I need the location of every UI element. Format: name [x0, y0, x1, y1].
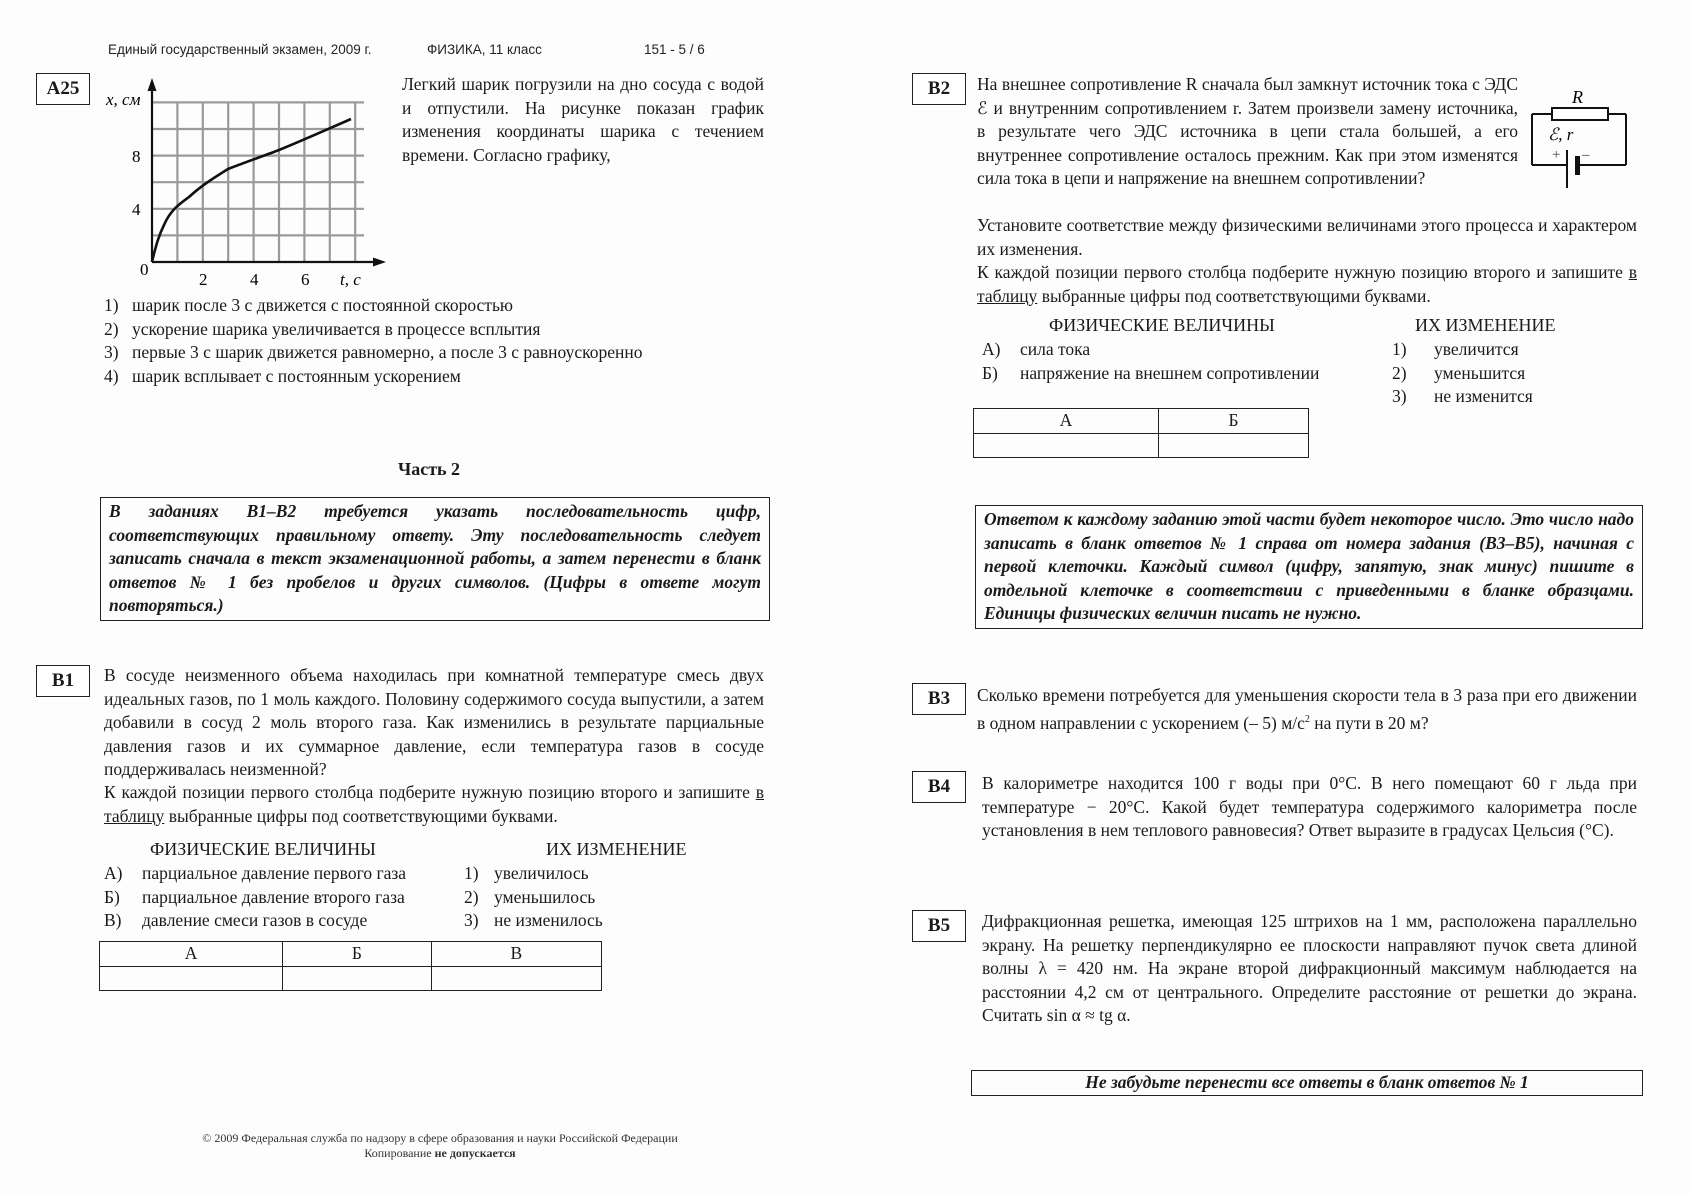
b2-quantities-list: А) сила тока Б) напряжение на внешнем сопротивлении	[982, 338, 1319, 385]
b2-quantity-a: сила тока	[1020, 339, 1091, 359]
b2-answer-cell-b[interactable]	[1158, 433, 1308, 457]
b1-table-header-v: В	[431, 942, 601, 967]
b2-question-text: На внешнее сопротивление R сначала был замкнут источник тока с ЭДС ℰ и внутренним сопротивлением r. Затем произвели замену источника, в результате чего ЭДС источника в цепи стала большей, а его внутреннее сопротивление осталось прежним. Как при этом изменятся сила тока в цепи и напряжение на внешнем сопротивлении?	[977, 74, 1518, 188]
footer-copy-notice: Копирование не допускается	[364, 1146, 516, 1160]
b1-quantity-b: парциальное давление второго газа	[142, 886, 405, 907]
question-label-b4: B4	[912, 771, 966, 803]
b2-change-2: уменьшится	[1434, 362, 1526, 383]
b2-circuit-diagram	[1528, 86, 1633, 191]
footer-copyright: © 2009 Федеральная служба по надзору в сфере образования и науки Российской Федерации	[202, 1131, 678, 1145]
y-tick-4: 4	[132, 200, 141, 219]
b2-answer-table	[973, 408, 1309, 458]
b2-col1-header: ФИЗИЧЕСКИЕ ВЕЛИЧИНЫ	[1049, 315, 1275, 335]
part2-instructions-box: В заданиях В1–В2 требуется указать последовательность цифр, соответствующих правильному ответу. Эту последовательность следует записать сначала в текст экзаменационной работы, а затем перенести в бланк ответов № 1 без пробелов и других символов. (Цифры в ответе могут повторяться.)	[100, 497, 770, 621]
source-label: ℰ, r	[1548, 125, 1574, 144]
header-page-number: 151 - 5 / 6	[644, 42, 705, 57]
question-label-b5: B5	[912, 910, 966, 942]
a25-question-text: Легкий шарик погрузили на дно сосуда с водой и отпустили. На рисунке показан график изменения координаты шарика с течением времени. Согласно графику,	[402, 74, 764, 165]
b3-b5-instructions-box: Ответом к каждому заданию этой части будет некоторое число. Это число надо записать в бланк ответов № 1 справа от номера задания (В3–В5), начиная с первой клеточки. Каждый символ (цифру, запятую, знак минус) пишите в отдельной клеточке в соответствии с приведенными в бланке образцами. Единицы физических величин писать не нужно.	[975, 505, 1643, 629]
origin-label: 0	[140, 260, 149, 279]
part2-title: Часть 2	[398, 459, 461, 479]
b1-change-1: увеличилось	[494, 863, 589, 883]
minus-sign: –	[1582, 147, 1590, 163]
b1-change-3: не изменилось	[494, 910, 603, 930]
y-axis-arrow-icon	[148, 78, 157, 91]
question-label-a25: A25	[36, 73, 90, 105]
x-axis-label: t, с	[340, 270, 361, 289]
a25-option-3[interactable]: 3) первые 3 с шарик движется равномерно, а после 3 с равноускоренно	[104, 342, 643, 362]
b1-instructions: К каждой позиции первого столбца подберите нужную позицию второго и запишите в таблицу выбранные цифры под соответствующими буквами.	[104, 782, 764, 826]
footer	[160, 1131, 720, 1161]
a25-position-time-graph	[96, 75, 396, 297]
b1-change-2: уменьшилось	[494, 886, 596, 907]
b1-answer-cell-a[interactable]	[100, 966, 283, 990]
x-tick-2: 2	[199, 270, 208, 289]
question-label-b3: B3	[912, 683, 966, 715]
b3-question-text: Сколько времени потребуется для уменьшения скорости тела в 3 раза при его движении в одном направлении с ускорением (– 5) $м/с^2$ на пути в 20 м?	[977, 685, 1637, 733]
b2-table-header-b: Б	[1158, 409, 1308, 434]
b2-table-header-a: А	[974, 409, 1159, 434]
b2-change-3: не изменится	[1434, 386, 1533, 406]
resistor-label: R	[1572, 87, 1583, 107]
b2-quantity-b: напряжение на внешнем сопротивлении	[1020, 362, 1320, 383]
b5-question-text: Дифракционная решетка, имеющая 125 штрихов на 1 мм, расположена параллельно экрану. На решетку перпендикулярно ее плоскости направляют пучок света длиной волны λ = 420 нм. На экране второй дифракционный максимум наблюдается на расстоянии 4,2 см от центрального. Определите расстояние от решетки до экрана. Считать sin α ≈ tg α.	[982, 911, 1637, 1025]
header-exam-title: Единый государственный экзамен, 2009 г.	[108, 42, 372, 57]
y-axis-label: x, см	[106, 90, 141, 109]
b2-instructions: К каждой позиции первого столбца подберите нужную позицию второго и запишите в таблицу выбранные цифры под соответствующими буквами.	[977, 262, 1637, 306]
b1-answer-table	[99, 941, 602, 991]
b1-table-header-a: А	[100, 942, 283, 967]
b1-changes-list: 1) увеличилось 2) уменьшилось 3) не изменилось	[464, 862, 603, 933]
a25-option-1[interactable]: 1) шарик после 3 с движется с постоянной скоростью	[104, 295, 514, 315]
b4-question-text: В калориметре находится 100 г воды при 0°С. В него помещают 60 г льда при температуре − 20°С. Какой будет температура содержимого калориметра после установления в нем теплового равновесия? Ответ выразите в градусах Цельсия (°С).	[982, 773, 1637, 840]
b1-col1-header: ФИЗИЧЕСКИЕ ВЕЛИЧИНЫ	[150, 839, 376, 859]
question-label-b2: B2	[912, 73, 966, 105]
reminder-box: Не забудьте перенести все ответы в бланк ответов № 1	[971, 1070, 1643, 1096]
position-curve	[152, 119, 351, 262]
b1-table-header-b: Б	[283, 942, 432, 967]
y-tick-8: 8	[132, 147, 141, 166]
a25-option-2[interactable]: 2) ускорение шарика увеличивается в процессе всплытия	[104, 318, 541, 339]
x-tick-4: 4	[250, 270, 259, 289]
a25-options	[104, 294, 764, 388]
b1-quantity-a: парциальное давление первого газа	[142, 863, 407, 883]
b1-col2-header: ИХ ИЗМЕНЕНИЕ	[546, 839, 687, 859]
b1-answer-cell-b[interactable]	[283, 966, 432, 990]
battery-short-plate-icon	[1575, 156, 1580, 175]
b1-answer-cell-v[interactable]	[431, 966, 601, 990]
plus-sign: +	[1552, 147, 1561, 163]
b1-quantity-v: давление смеси газов в сосуде	[142, 910, 368, 930]
x-tick-6: 6	[301, 270, 310, 289]
b1-question-text: В сосуде неизменного объема находилась при комнатной температуре смесь двух идеальных газов, по 1 моль каждого. Половину содержимого сосуда выпустили, а затем добавили в сосуд 2 моль второго газа. Как изменились в результате парциальные давления газов и их суммарное давление, если температура газов в сосуде поддерживалась неизменной?	[104, 665, 764, 779]
question-label-b1: B1	[36, 665, 90, 697]
resistor-icon	[1552, 108, 1608, 120]
b2-change-1: увеличится	[1434, 339, 1519, 359]
b2-answer-cell-a[interactable]	[974, 433, 1159, 457]
b2-changes-list: 1) увеличится 2) уменьшится 3) не изменится	[1392, 338, 1533, 409]
x-axis-arrow-icon	[373, 258, 386, 267]
header-subject: ФИЗИКА, 11 класс	[427, 42, 542, 57]
b1-quantities-list: А) парциальное давление первого газа Б) парциальное давление второго газа В) давление смеси газов в сосуде	[104, 862, 406, 933]
b2-task: Установите соответствие между физическими величинами этого процесса и характером их изменения.	[977, 215, 1637, 259]
a25-option-4[interactable]: 4) шарик всплывает с постоянным ускорением	[104, 365, 461, 386]
b2-col2-header: ИХ ИЗМЕНЕНИЕ	[1415, 315, 1556, 335]
